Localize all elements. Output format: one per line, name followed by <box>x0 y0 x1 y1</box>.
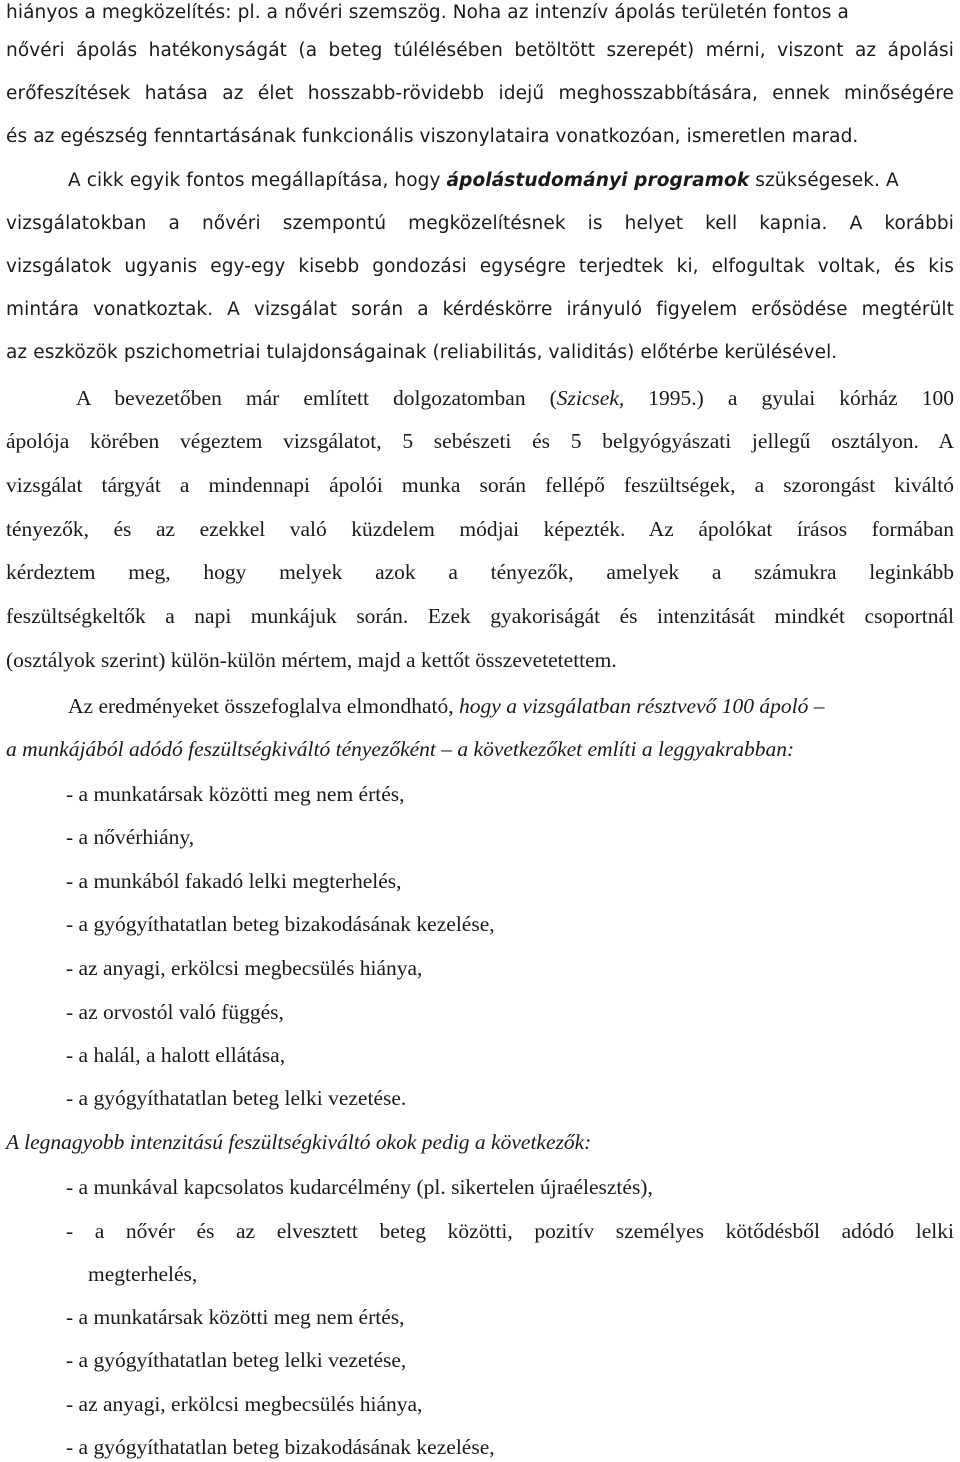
list-item: - a munkával kapcsolatos kudarcélmény (pl. sikertelen újraélesztés), <box>66 1175 653 1199</box>
text-run: A bevezetőben már említett dolgozatomban ( <box>76 386 557 410</box>
paragraph-3-line-3: vizsgálat tárgyát a mindennapi ápolói munka során fellépő feszültségek, a szorongást kiváltó <box>6 473 954 497</box>
paragraph-3-line-7: (osztályok szerint) külön-külön mértem, majd a kettőt összevetetettem. <box>6 648 617 672</box>
paragraph-3-line-1 <box>6 383 954 413</box>
list-item: - a munkából fakadó lelki megterhelés, <box>66 869 402 893</box>
paragraph-3-line-4: tényezők, és az ezekkel való küzdelem módjai képezték. Az ápolókat írásos formában <box>6 517 954 541</box>
paragraph-2-line-1 <box>6 166 954 196</box>
text-run: A cikk egyik fontos megállapítása, hogy <box>68 170 447 191</box>
list-item: - az orvostól való függés, <box>66 1000 284 1024</box>
section-heading: A legnagyobb intenzitású feszültségkiváltó okok pedig a következők: <box>6 1130 592 1154</box>
list-item: - a nővér és az elvesztett beteg közötti, pozitív személyes kötődésből adódó lelki <box>66 1219 954 1243</box>
paragraph-2-line-3: vizsgálatok ugyanis egy-egy kisebb gondozási egységre terjedtek ki, elfogultak voltak, és kis <box>6 256 954 277</box>
list-item: - a gyógyíthatatlan beteg bizakodásának kezelése, <box>66 912 495 936</box>
paragraph-3-line-5: kérdeztem meg, hogy melyek azok a tényezők, amelyek a számukra leginkább <box>6 560 954 584</box>
list-item: - a gyógyíthatatlan beteg bizakodásának kezelése, <box>66 1435 495 1459</box>
paragraph-1-line-2: nővéri ápolás hatékonyságát (a beteg túlélésében betöltött szerepét) mérni, viszont az ápolási <box>6 40 954 61</box>
paragraph-2-line-4: mintára vonatkoztak. A vizsgálat során a kérdéskörre irányuló figyelem erősödése megtérült <box>6 299 954 320</box>
list-item: - a halál, a halott ellátása, <box>66 1043 286 1067</box>
paragraph-2-line-5: az eszközök pszichometriai tulajdonságainak (reliabilitás, validitás) előtérbe kerülésével. <box>6 342 838 363</box>
text-run: 1995.) a gyulai kórház 100 <box>624 386 954 410</box>
paragraph-1-line-4: és az egészség fenntartásának funkcionális viszonylataira vonatkozóan, ismeretlen marad. <box>6 126 859 147</box>
paragraph-3-line-2: ápolója körében végeztem vizsgálatot, 5 sebészeti és 5 belgyógyászati jellegű osztályon. A <box>6 429 954 453</box>
list-item: - a gyógyíthatatlan beteg lelki vezetése, <box>66 1348 407 1372</box>
text-run: Az eredményeket összefoglalva elmondható, <box>68 694 460 718</box>
list-item: - az anyagi, erkölcsi megbecsülés hiánya, <box>66 1392 423 1416</box>
citation-author: Szicsek, <box>556 386 625 410</box>
emphasis-text: hogy a vizsgálatban résztvevő 100 ápoló – <box>459 694 825 718</box>
paragraph-4-line-1 <box>6 691 954 721</box>
list-item: - a munkatársak közötti meg nem értés, <box>66 782 405 806</box>
paragraph-1-line-3: erőfeszítések hatása az élet hosszabb-rövidebb idejű meghosszabbítására, ennek minőségére <box>6 83 954 104</box>
list-item: - a munkatársak közötti meg nem értés, <box>66 1305 405 1329</box>
list-item: - az anyagi, erkölcsi megbecsülés hiánya, <box>66 956 423 980</box>
text-run: hiányos a megközelítés: pl. a nővéri szemszög. Noha az intenzív ápolás területén fontos a <box>6 2 849 23</box>
paragraph-3-line-6: feszültségkeltők a napi munkájuk során. Ezek gyakoriságát és intenzitását mindkét csoportnál <box>6 604 954 628</box>
list-item: - a gyógyíthatatlan beteg lelki vezetése. <box>66 1086 407 1110</box>
text-run: szükségesek. A <box>749 170 899 191</box>
list-item: - a nővérhiány, <box>66 825 195 849</box>
paragraph-1-line-1 <box>6 0 954 28</box>
list-item-continuation: megterhelés, <box>88 1262 198 1286</box>
emphasis-text: ápolástudományi programok <box>446 170 750 191</box>
paragraph-4-line-2: a munkájából adódó feszültségkiváltó tényezőként – a következőket említi a leggyakrabban: <box>6 737 795 761</box>
paragraph-2-line-2: vizsgálatokban a nővéri szempontú megközelítésnek is helyet kell kapnia. A korábbi <box>6 213 954 234</box>
